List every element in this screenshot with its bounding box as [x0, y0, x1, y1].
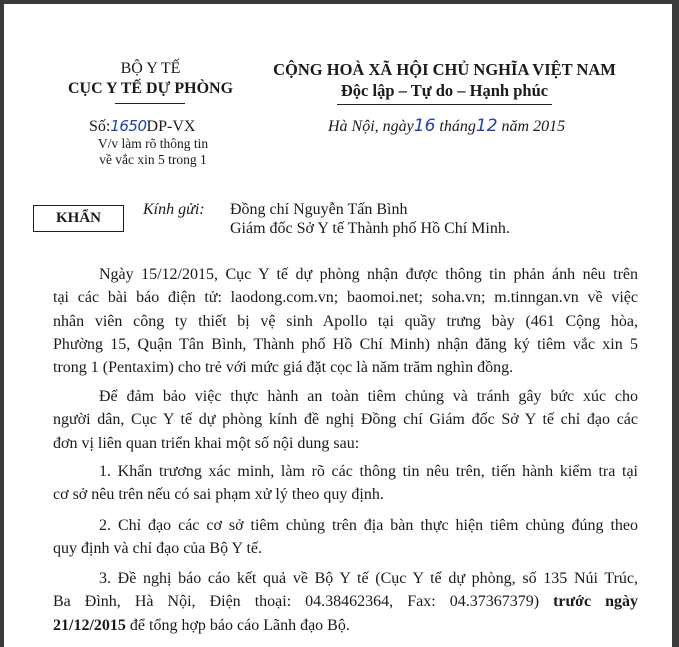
national-motto: Độc lập – Tự do – Hạnh phúc	[340, 81, 549, 100]
paragraph-line	[53, 614, 638, 637]
motto-underline	[337, 104, 552, 105]
agency-name: CỤC Y TẾ DỰ PHÒNG	[67, 80, 234, 97]
paragraph-line: 3. Đề nghị báo cáo kết quả về Bộ Y tế (Cục Y tế dự phòng, số 135 Núi Trúc,	[99, 570, 638, 587]
paragraph-line	[53, 590, 638, 613]
paragraph-line: Để đảm bảo việc thực hành an toàn tiêm chủng và tránh gây bức xúc cho	[99, 388, 638, 405]
paragraph-line: cơ sở nêu trên nếu có sai phạm xử lý theo quy định.	[53, 486, 384, 504]
paragraph-2	[53, 385, 638, 455]
deadline-date: 21/12/2015	[53, 616, 126, 634]
paragraph-1	[53, 263, 638, 379]
recipient-name: Đồng chí Nguyễn Tấn Bình	[230, 201, 408, 218]
scan-border-left	[0, 0, 4, 647]
date-month-label: tháng	[439, 118, 476, 135]
recipient-label: Kính gửi:	[143, 201, 205, 218]
paragraph-line: Ngày 15/12/2015, Cục Y tế dự phòng nhận được thông tin phản ánh nêu trên	[99, 266, 638, 283]
date-line	[328, 116, 565, 136]
document-number-suffix: DP-VX	[146, 118, 196, 135]
paragraph-5	[53, 567, 638, 637]
paragraph-line: 1. Khẩn trương xác minh, làm rõ các thông tin nêu trên, tiến hành kiểm tra tại	[99, 463, 638, 480]
scan-border-top	[0, 0, 679, 4]
document-number	[89, 117, 195, 136]
date-prefix: Hà Nội, ngày	[328, 118, 414, 135]
paragraph-line: người dân, Cục Y tế dự phòng kính đề nghị Đồng chí Giám đốc Sở Y tế chỉ đạo các	[53, 411, 638, 429]
deadline-prefix: trước ngày	[553, 593, 639, 611]
paragraph-line: Phường 15, Quận Tân Bình, Thành phố Hồ Chí Minh) nhận đăng ký tiêm vắc xin 5	[53, 335, 638, 353]
document-number-handwritten: 1650	[110, 117, 147, 135]
agency-underline	[115, 103, 185, 104]
paragraph-line: trong 1 (Pentaxim) cho trẻ với mức giá đặt cọc là năm trăm nghìn đồng.	[53, 359, 514, 377]
national-title: CỘNG HOÀ XÃ HỘI CHỦ NGHĨA VIỆT NAM	[273, 60, 616, 79]
paragraph-line: nhân viên công ty thiết bị vệ sinh Apollo tại quầy trưng bày (461 Cộng hòa,	[53, 312, 638, 330]
paragraph-4	[53, 514, 638, 561]
date-year: năm 2015	[501, 118, 566, 135]
ministry-name: BỘ Y TẾ	[120, 60, 181, 77]
paragraph-line: quy định và chỉ đạo của Bộ Y tế.	[53, 540, 262, 558]
urgency-stamp: KHẨN	[33, 205, 124, 232]
paragraph-line: đơn vị liên quan triển khai một số nội dung sau:	[53, 434, 360, 452]
paragraph-line: 2. Chỉ đạo các cơ sở tiêm chủng trên địa bàn thực hiện tiêm chủng đúng theo	[99, 517, 638, 534]
scan-border-right	[672, 0, 679, 647]
date-day-handwritten: 16	[413, 116, 436, 136]
subject-line-2: về vắc xin 5 trong 1	[99, 152, 207, 167]
subject-line-1: V/v làm rõ thông tin	[97, 136, 209, 151]
contact-details: Ba Đình, Hà Nội, Điện thoại: 04.38462364, Fax: 04.37367379)	[53, 593, 540, 611]
recipient-title: Giám đốc Sở Y tế Thành phố Hồ Chí Minh.	[230, 220, 510, 237]
document-number-prefix: Số:	[89, 118, 111, 135]
deadline-purpose: để tổng hợp báo cáo Lãnh đạo Bộ.	[129, 616, 350, 634]
paragraph-3	[53, 460, 638, 507]
date-month-handwritten: 12	[475, 116, 498, 136]
paragraph-line: tại các bài báo điện tử: laodong.com.vn; baomoi.net; soha.vn; m.tinngan.vn về việc	[53, 289, 638, 307]
